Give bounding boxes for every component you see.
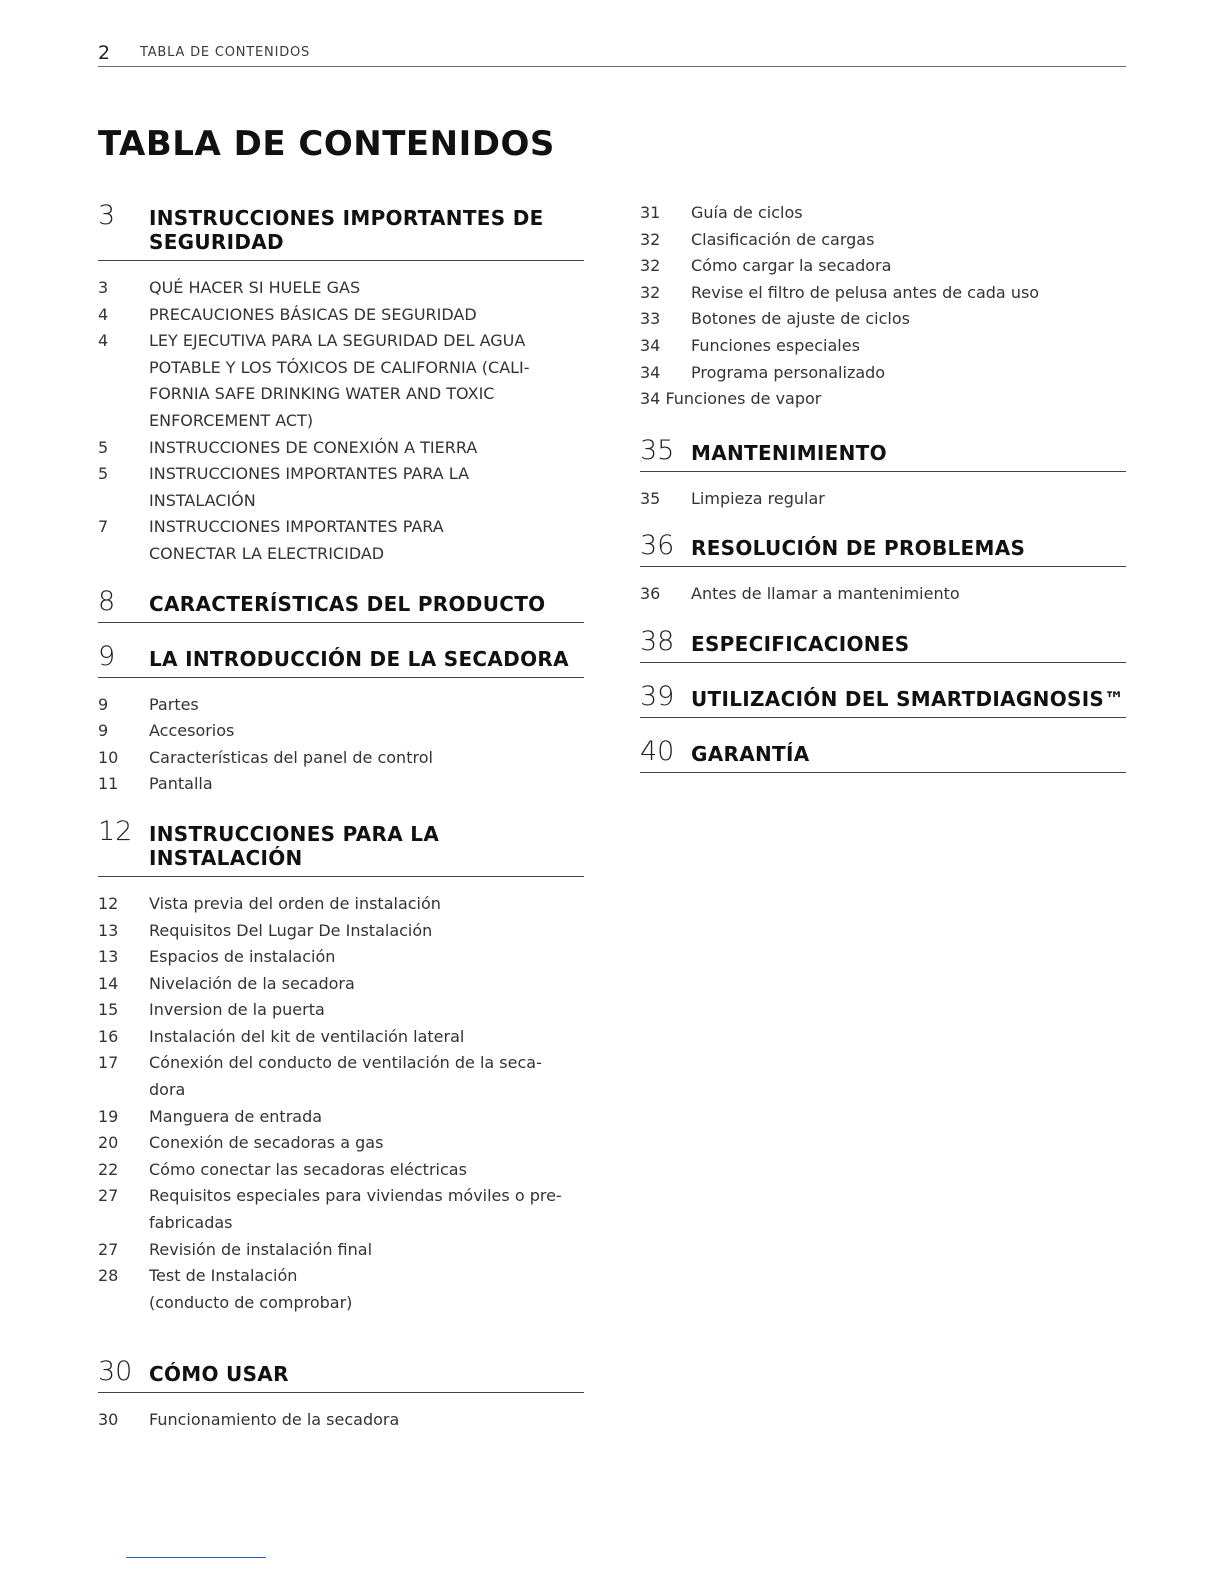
header-running-title: TABLA DE CONTENIDOS	[140, 45, 311, 60]
toc-entry[interactable]	[98, 891, 584, 918]
entry-title: Cómo conectar las secadoras eléctricas	[149, 1159, 467, 1179]
toc-entry[interactable]	[98, 302, 584, 329]
entry-page-number: 4	[98, 304, 109, 324]
entry-title: Test de Instalación (conducto de comprobar)	[149, 1266, 353, 1312]
section-title: MANTENIMIENTO	[691, 440, 887, 465]
entry-title: PRECAUCIONES BÁSICAS DE SEGURIDAD	[149, 304, 477, 324]
entry-page-number: 27	[98, 1186, 119, 1206]
section-heading[interactable]	[98, 1356, 584, 1393]
section-page-number: 12	[98, 815, 133, 847]
toc-section-maintenance	[640, 435, 1126, 513]
section-page-number: 39	[640, 680, 675, 712]
entry-title: Partes	[149, 694, 199, 714]
entry-title: Antes de llamar a mantenimiento	[691, 584, 960, 604]
toc-entry[interactable]	[98, 1024, 584, 1051]
section-page-number: 40	[640, 735, 675, 767]
entry-title: Conexión de secadoras a gas	[149, 1133, 384, 1153]
section-page-number: 30	[98, 1356, 133, 1388]
entry-title: Limpieza regular	[691, 488, 825, 508]
section-page-number: 8	[98, 585, 116, 617]
footer-rule	[126, 1557, 266, 1558]
toc-entry[interactable]	[98, 1407, 584, 1434]
page-title: TABLA DE CONTENIDOS	[98, 124, 555, 164]
entry-title: Accesorios	[149, 721, 235, 741]
toc-section-warranty	[640, 736, 1126, 773]
entry-title: LEY EJECUTIVA PARA LA SEGURIDAD DEL AGUA POTABLE Y LOS TÓXICOS DE CALIFORNIA (CALI- FORNIA SAFE DRINKING WATER AND TOXIC ENFORCEMENT ACT)	[149, 331, 530, 430]
section-heading[interactable]	[640, 736, 1126, 773]
toc-entry[interactable]	[98, 997, 584, 1024]
toc-entry[interactable]	[98, 1183, 584, 1236]
entry-title: Cónexión del conducto de ventilación de la seca- dora	[149, 1053, 542, 1100]
toc-entry[interactable]	[640, 486, 1126, 513]
entry-title: Instalación del kit de ventilación lateral	[149, 1026, 465, 1046]
entry-page-number: 7	[98, 517, 109, 537]
entry-page-number: 11	[98, 774, 119, 794]
toc-entry[interactable]	[98, 435, 584, 462]
toc-entry[interactable]	[98, 771, 584, 798]
toc-entry[interactable]	[98, 1263, 584, 1316]
section-title: GARANTÍA	[691, 741, 810, 766]
section-heading[interactable]	[640, 681, 1126, 718]
section-title: CARACTERÍSTICAS DEL PRODUCTO	[149, 591, 546, 616]
toc-entry[interactable]	[98, 1050, 584, 1103]
entry-page-number: 33	[640, 309, 661, 329]
entry-page-number: 14	[98, 973, 119, 993]
section-heading[interactable]	[98, 641, 584, 678]
section-heading[interactable]	[640, 530, 1126, 567]
toc-entry[interactable]	[98, 1157, 584, 1184]
entry-title: Programa personalizado	[691, 362, 886, 382]
entry-page-number: 27	[98, 1239, 119, 1259]
entry-page-number: 34	[640, 335, 661, 355]
entry-title: Requisitos Del Lugar De Instalación	[149, 920, 433, 940]
section-heading[interactable]	[98, 586, 584, 623]
entry-page-number: 3	[98, 278, 109, 297]
entry-title: INSTRUCCIONES IMPORTANTES PARA LA INSTALACIÓN	[149, 464, 470, 510]
entry-page-number: 5	[98, 437, 109, 457]
entry-title: Guía de ciclos	[691, 203, 803, 222]
header-page-number: 2	[98, 42, 111, 64]
entry-page-number: 22	[98, 1159, 119, 1179]
entry-page-number: 16	[98, 1026, 119, 1046]
entry-title: Vista previa del orden de instalación	[149, 893, 441, 913]
entry-page-number: 30	[98, 1410, 119, 1430]
entry-page-number: 13	[98, 920, 119, 940]
toc-section-installation	[98, 816, 584, 1317]
toc-entry[interactable]	[98, 944, 584, 971]
toc-entry[interactable]	[98, 514, 584, 567]
toc-left-column	[98, 200, 584, 1452]
toc-entry[interactable]	[98, 1104, 584, 1131]
toc-section-introduction	[98, 641, 584, 798]
entry-page-number: 9	[98, 721, 109, 741]
toc-section-usage	[98, 1356, 584, 1434]
entry-page-number: 17	[98, 1053, 119, 1073]
page-header	[98, 38, 1126, 67]
toc-entry[interactable]	[98, 1130, 584, 1157]
entry-title: Características del panel de control	[149, 747, 433, 767]
entry-page-number: 12	[98, 893, 119, 913]
toc-entry[interactable]	[640, 280, 1126, 307]
entry-page-number: 19	[98, 1106, 119, 1126]
toc-section-features	[98, 586, 584, 623]
entry-title: INSTRUCCIONES IMPORTANTES PARA CONECTAR LA ELECTRICIDAD	[149, 517, 444, 563]
toc-entry[interactable]	[640, 333, 1126, 360]
toc-usage-continuation	[640, 200, 1126, 413]
section-title: UTILIZACIÓN DEL SMARTDIAGNOSIS™	[691, 686, 1125, 711]
entry-title: Pantalla	[149, 774, 213, 794]
toc-entry[interactable]	[640, 360, 1126, 387]
entry-title: Requisitos especiales para viviendas móviles o pre- fabricadas	[149, 1186, 562, 1233]
entry-page-number: 15	[98, 1000, 119, 1020]
section-page-number: 9	[98, 640, 116, 672]
toc-entry[interactable]	[98, 718, 584, 745]
entry-page-number: 32	[640, 256, 661, 276]
toc-entry[interactable]	[640, 306, 1126, 333]
toc-entry[interactable]	[98, 692, 584, 719]
entry-title: QUÉ HACER SI HUELE GAS	[149, 278, 361, 297]
toc-section-troubleshooting	[640, 530, 1126, 608]
entry-page-number: 13	[98, 947, 119, 967]
toc-entry[interactable]	[98, 275, 584, 302]
entry-title: Revisión de instalación final	[149, 1239, 373, 1259]
toc-entry[interactable]	[98, 461, 584, 514]
section-heading[interactable]	[98, 200, 584, 261]
section-title: LA INTRODUCCIÓN DE LA SECADORA	[149, 646, 569, 671]
entry-page-number: 32	[640, 282, 661, 302]
entry-page-number: 28	[98, 1266, 119, 1286]
entry-title: Nivelación de la secadora	[149, 973, 355, 993]
toc-entry[interactable]	[98, 745, 584, 772]
entry-title: Revise el filtro de pelusa antes de cada uso	[691, 282, 1040, 302]
toc-entry[interactable]	[98, 971, 584, 998]
toc-entry[interactable]	[98, 918, 584, 945]
toc-entry[interactable]	[640, 581, 1126, 608]
section-page-number: 35	[640, 434, 675, 466]
entry-page-number: 32	[640, 229, 661, 249]
entry-page-number: 10	[98, 747, 119, 767]
entry-title: Inversion de la puerta	[149, 1000, 325, 1020]
section-heading[interactable]	[640, 435, 1126, 472]
entry-page-number: 36	[640, 584, 661, 604]
entry-page-number: 20	[98, 1133, 119, 1153]
toc-entry-inline[interactable]: 34 Funciones de vapor	[640, 389, 822, 409]
entry-title: Botones de ajuste de ciclos	[691, 309, 910, 329]
section-page-number: 38	[640, 625, 675, 657]
section-title: CÓMO USAR	[149, 1362, 289, 1387]
entry-page-number: 4	[98, 331, 109, 351]
toc-entry[interactable]	[640, 200, 1126, 227]
section-page-number: 36	[640, 530, 675, 562]
toc-right-column	[640, 200, 1126, 791]
entry-title: Funcionamiento de la secadora	[149, 1410, 400, 1430]
toc-section-specifications	[640, 626, 1126, 663]
section-title: INSTRUCCIONES IMPORTANTES DE SEGURIDAD	[149, 206, 544, 254]
entry-page-number: 9	[98, 694, 109, 714]
section-title: ESPECIFICACIONES	[691, 631, 910, 656]
section-title: INSTRUCCIONES PARA LA INSTALACIÓN	[149, 821, 440, 870]
section-page-number: 3	[98, 200, 116, 231]
entry-title: Funciones especiales	[691, 335, 860, 355]
entry-title: Cómo cargar la secadora	[691, 256, 892, 276]
entry-page-number: 5	[98, 464, 109, 484]
toc-section-safety	[98, 200, 584, 568]
entry-page-number: 35	[640, 488, 661, 508]
section-heading[interactable]	[640, 626, 1126, 663]
toc-section-smartdiagnosis	[640, 681, 1126, 718]
toc-entry[interactable]	[98, 328, 584, 434]
section-heading[interactable]	[98, 816, 584, 877]
toc-entry[interactable]	[640, 227, 1126, 254]
toc-entry[interactable]	[640, 253, 1126, 280]
entry-title: INSTRUCCIONES DE CONEXIÓN A TIERRA	[149, 437, 478, 457]
toc-entry[interactable]	[98, 1237, 584, 1264]
entry-title: Manguera de entrada	[149, 1106, 323, 1126]
section-title: RESOLUCIÓN DE PROBLEMAS	[691, 536, 1026, 561]
entry-title: Clasificación de cargas	[691, 229, 875, 249]
entry-page-number: 31	[640, 203, 661, 222]
entry-page-number: 34	[640, 362, 661, 382]
entry-title: Espacios de instalación	[149, 947, 336, 967]
